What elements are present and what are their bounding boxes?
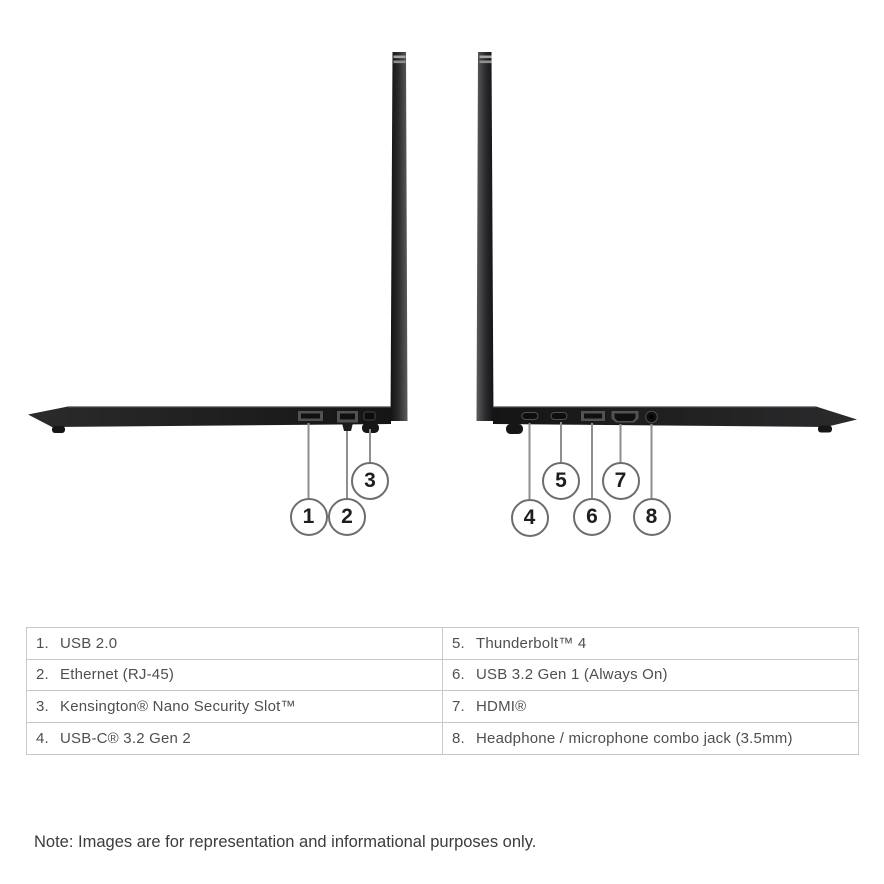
table-row [27,691,443,723]
ethernet-rj45-port [337,411,358,431]
callout-2 [328,498,366,536]
callout-number: 4 [523,506,536,529]
callout-7 [602,462,640,500]
laptop-screen [391,52,408,421]
screen-top-line [394,56,406,59]
kensington-nano-security-slot [364,412,375,420]
port-label: USB-C® 3.2 Gen 2 [60,729,191,747]
usb-c-3-2-port [522,413,538,420]
port-number: 6. [452,666,465,684]
laptop-left-side-view [477,52,858,434]
table-row [27,628,443,660]
callout-4 [511,499,549,537]
laptop-screen [477,52,494,421]
callout-number: 1 [302,505,315,528]
table-row [443,660,858,692]
screen-top-line [480,56,492,59]
table-row [443,628,858,660]
table-row [443,723,858,755]
port-label: Kensington® Nano Security Slot™ [60,697,296,715]
rubber-foot [506,424,523,434]
table-row [27,723,443,755]
laptop-right-side-view [28,52,408,433]
laptop-base [493,407,857,428]
rubber-foot [52,426,65,433]
port-number: 4. [36,729,49,747]
callout-number: 5 [555,469,567,492]
usb-a-2-0-port [298,411,323,421]
table-row [443,691,858,723]
port-number: 3. [36,697,49,715]
callout-number: 2 [341,505,353,528]
callout-3 [351,462,389,500]
screen-top-line [394,61,406,64]
port-label: HDMI® [476,697,527,715]
rubber-foot [818,426,832,433]
disclaimer-note: Note: Images are for representation and informational purposes only. [34,833,537,851]
callout-8 [633,498,671,536]
port-label: Headphone / microphone combo jack (3.5mm) [476,729,793,747]
port-number: 5. [452,634,465,652]
usb-a-3-2-always-on-port [581,411,605,421]
table-row [27,660,443,692]
callout-number: 8 [645,505,658,528]
hdmi-port [612,411,639,423]
port-label: USB 2.0 [60,634,118,652]
callout-1 [290,498,328,536]
port-number: 8. [452,729,465,747]
callout-5 [542,462,580,500]
ports-legend-table [26,627,859,755]
callout-number: 3 [364,469,376,492]
port-number: 7. [452,697,465,715]
laptop-base [28,407,391,428]
port-label: Thunderbolt™ 4 [476,634,587,652]
thunderbolt-4-port [551,413,567,420]
port-label: Ethernet (RJ-45) [60,666,175,684]
port-label: USB 3.2 Gen 1 (Always On) [476,666,668,684]
callout-number: 7 [614,469,627,492]
port-number: 1. [36,634,49,652]
port-number: 2. [36,666,49,684]
callout-number: 6 [586,505,598,528]
callout-6 [573,498,611,536]
screen-top-line [480,61,492,64]
headphone-jack-port [646,411,658,423]
